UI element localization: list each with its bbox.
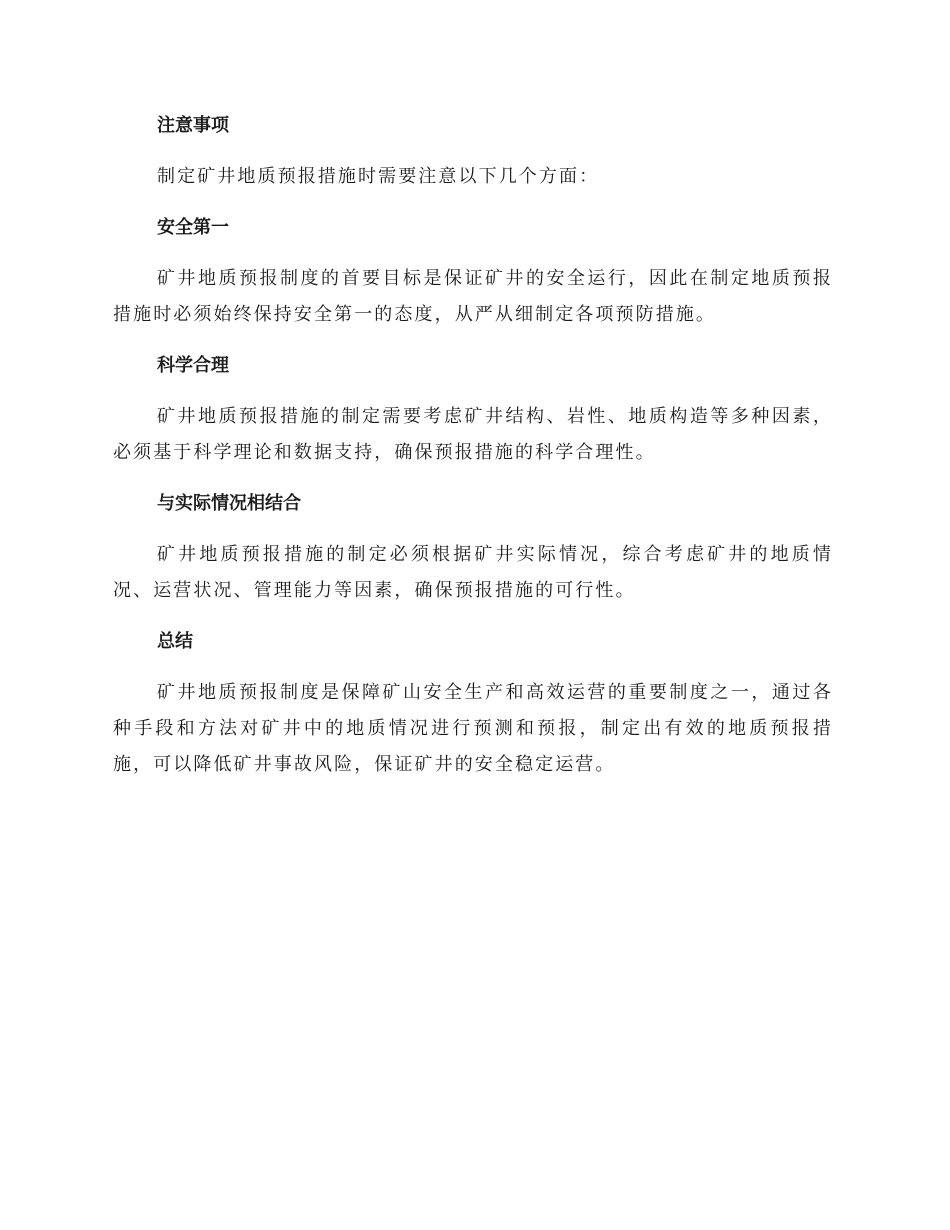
section-body-safety-first: 矿井地质预报制度的首要目标是保证矿井的安全运行，因此在制定地质预报措施时必须始终保持安全第一的态度，从严从细制定各项预防措施。 (113, 268, 833, 325)
section-heading-practical: 与实际情况相结合 (157, 493, 301, 514)
section-body-practical: 矿井地质预报措施的制定必须根据矿井实际情况，综合考虑矿井的地质情况、运营状况、管理能力等因素，确保预报措施的可行性。 (113, 544, 833, 601)
section-body-scientific: 矿井地质预报措施的制定需要考虑矿井结构、岩性、地质构造等多种因素，必须基于科学理论和数据支持，确保预报措施的科学合理性。 (113, 406, 833, 463)
section-heading-scientific: 科学合理 (157, 355, 229, 376)
section-heading-notes: 注意事项 (157, 115, 229, 136)
section-heading-summary: 总结 (157, 631, 193, 652)
section-heading-safety-first: 安全第一 (157, 217, 229, 238)
document-content (113, 108, 833, 783)
section-body-summary: 矿井地质预报制度是保障矿山安全生产和高效运营的重要制度之一，通过各种手段和方法对矿井中的地质情况进行预测和预报，制定出有效的地质预报措施，可以降低矿井事故风险，保证矿井的安全稳定运营。 (113, 682, 833, 775)
section-body-notes: 制定矿井地质预报措施时需要注意以下几个方面： (157, 166, 600, 187)
